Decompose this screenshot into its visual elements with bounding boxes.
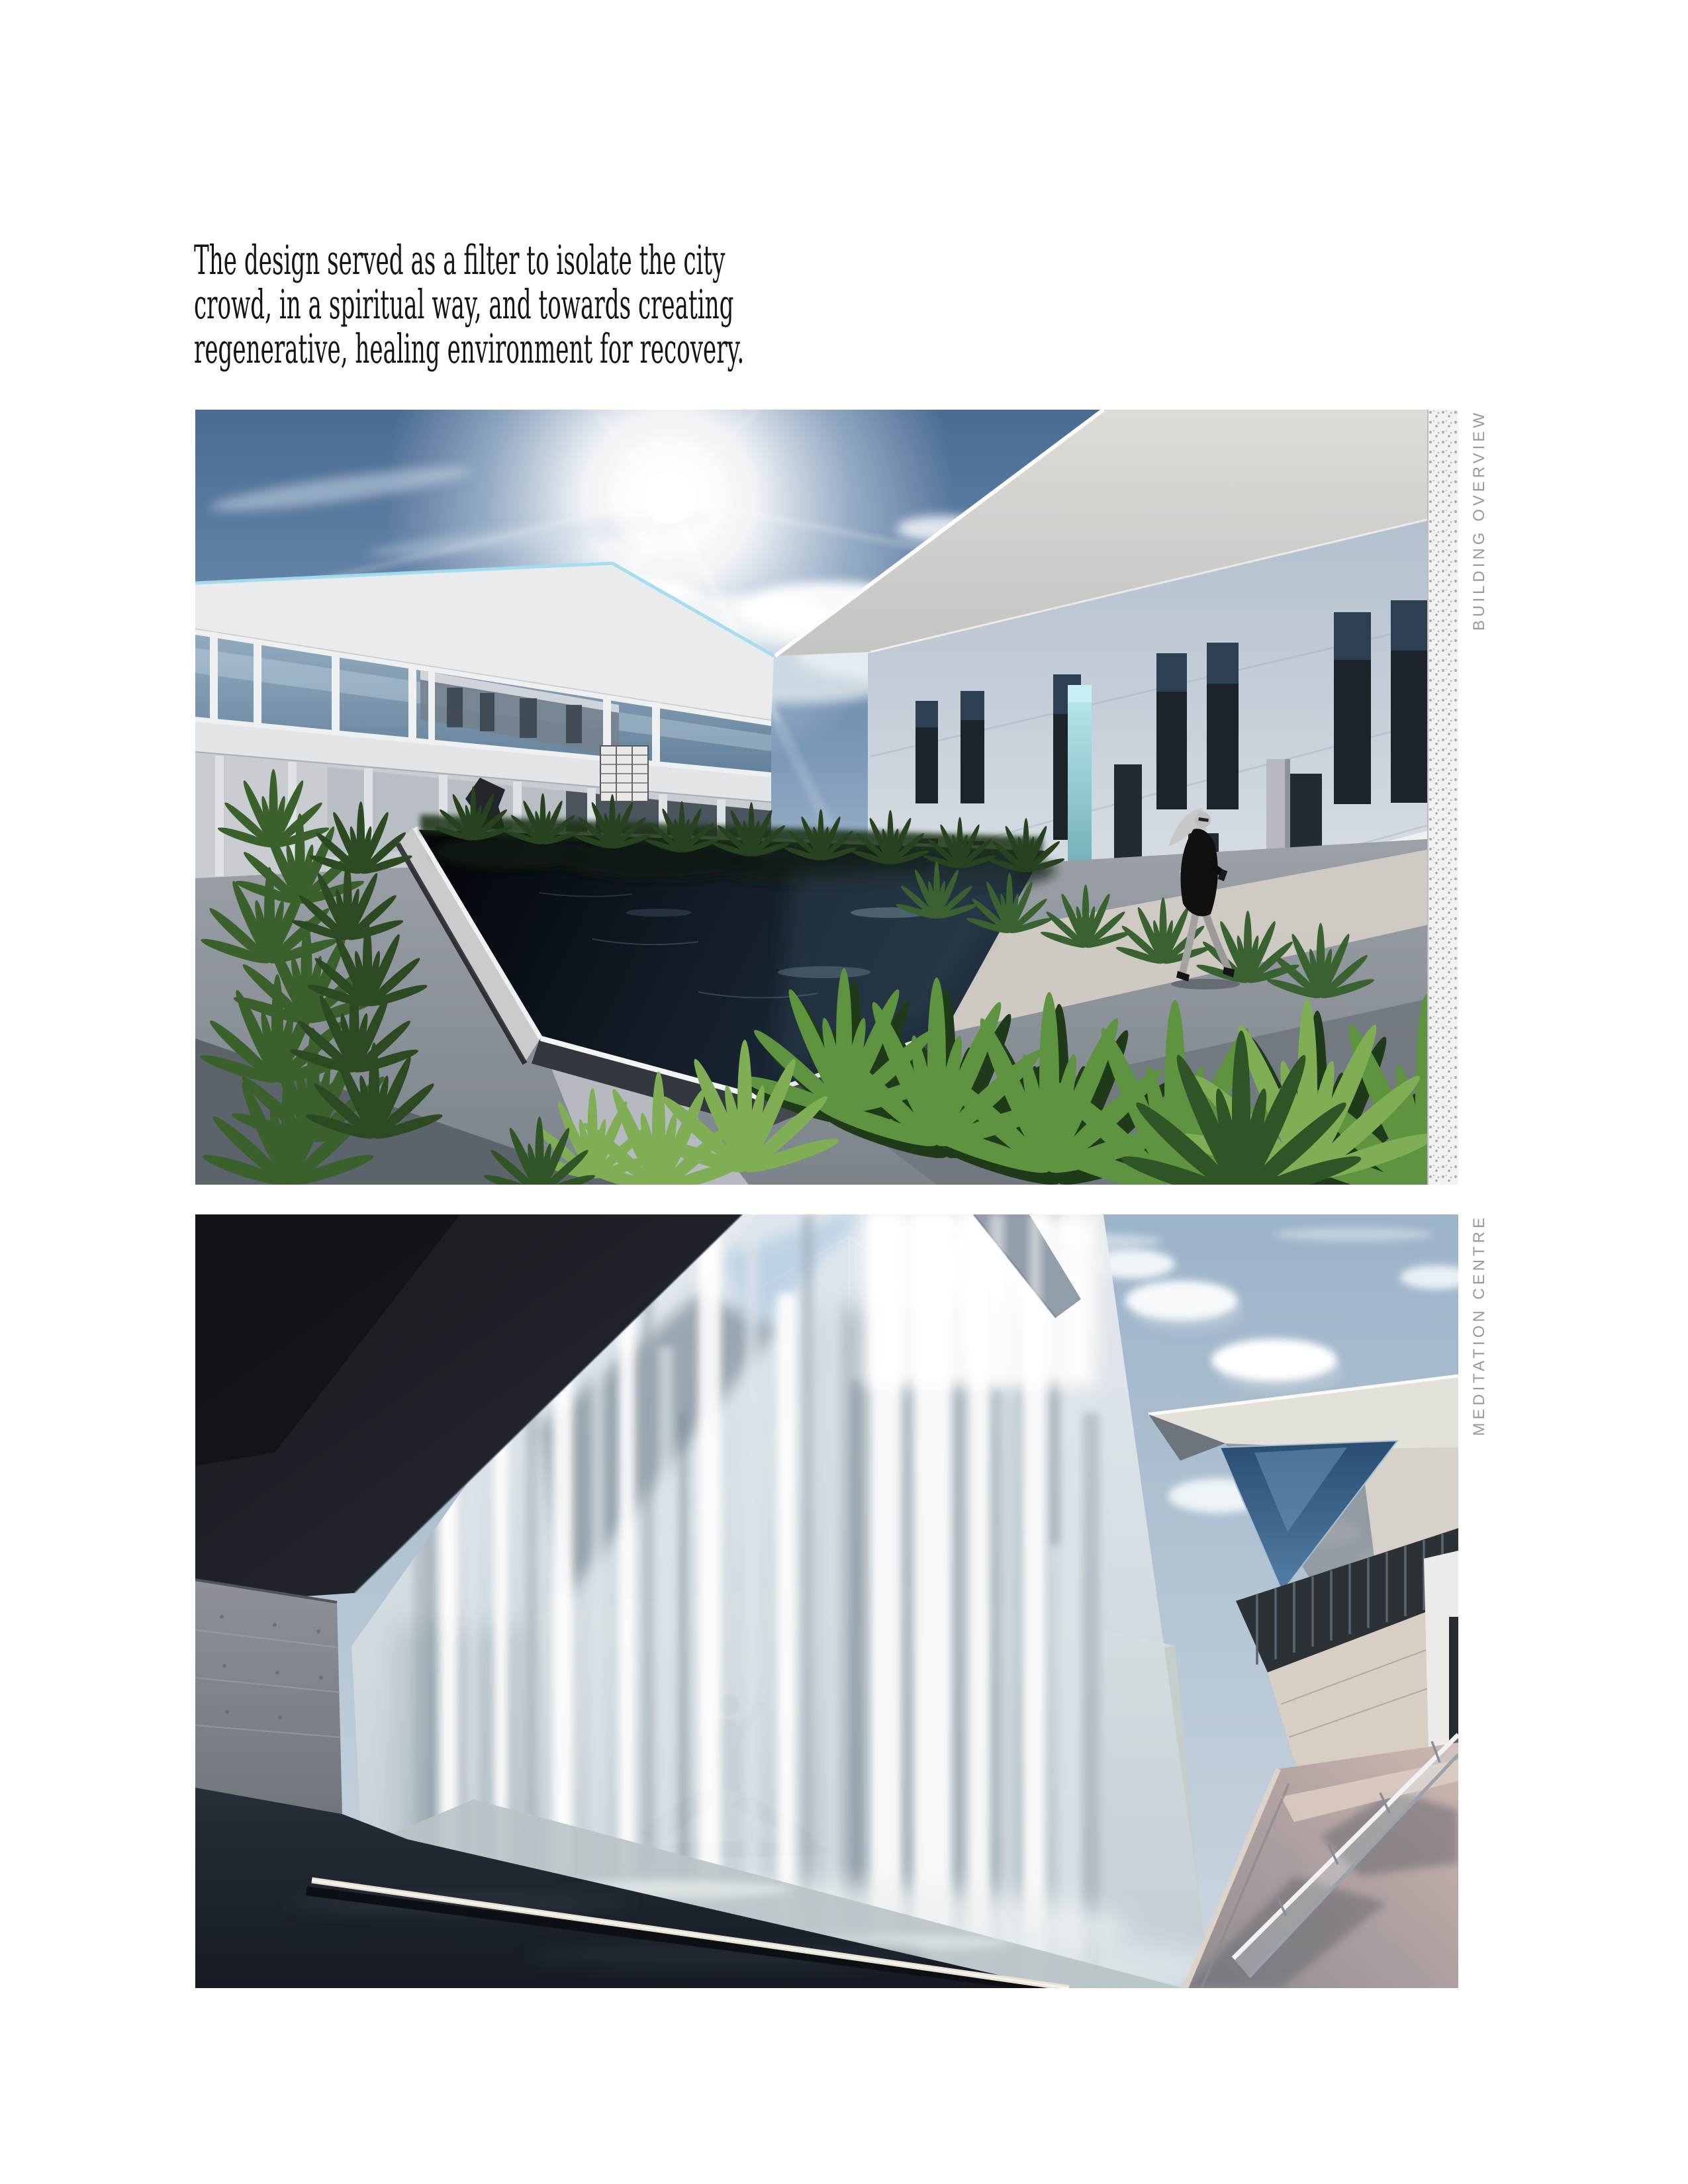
building-overview-rendering [195,410,1458,1185]
meditation-centre-rendering [195,1214,1458,1988]
figure-meditation-centre [195,1214,1458,1988]
intro-line: The design served as a filter to isolate the city [194,237,726,284]
intro-paragraph [194,238,1176,371]
intro-line: regenerative, healing environment for recovery. [194,326,745,373]
figure-building-overview [195,410,1458,1185]
stone-strip [1428,410,1458,1185]
intro-line: crowd, in a spiritual way, and towards creating [194,281,734,328]
figure-label-meditation-centre: MEDITATION CENTRE [1470,1214,1488,1436]
concrete-wall [195,1580,342,1814]
shoji-screen [600,746,648,801]
figure-label-building-overview: BUILDING OVERVIEW [1470,410,1488,631]
